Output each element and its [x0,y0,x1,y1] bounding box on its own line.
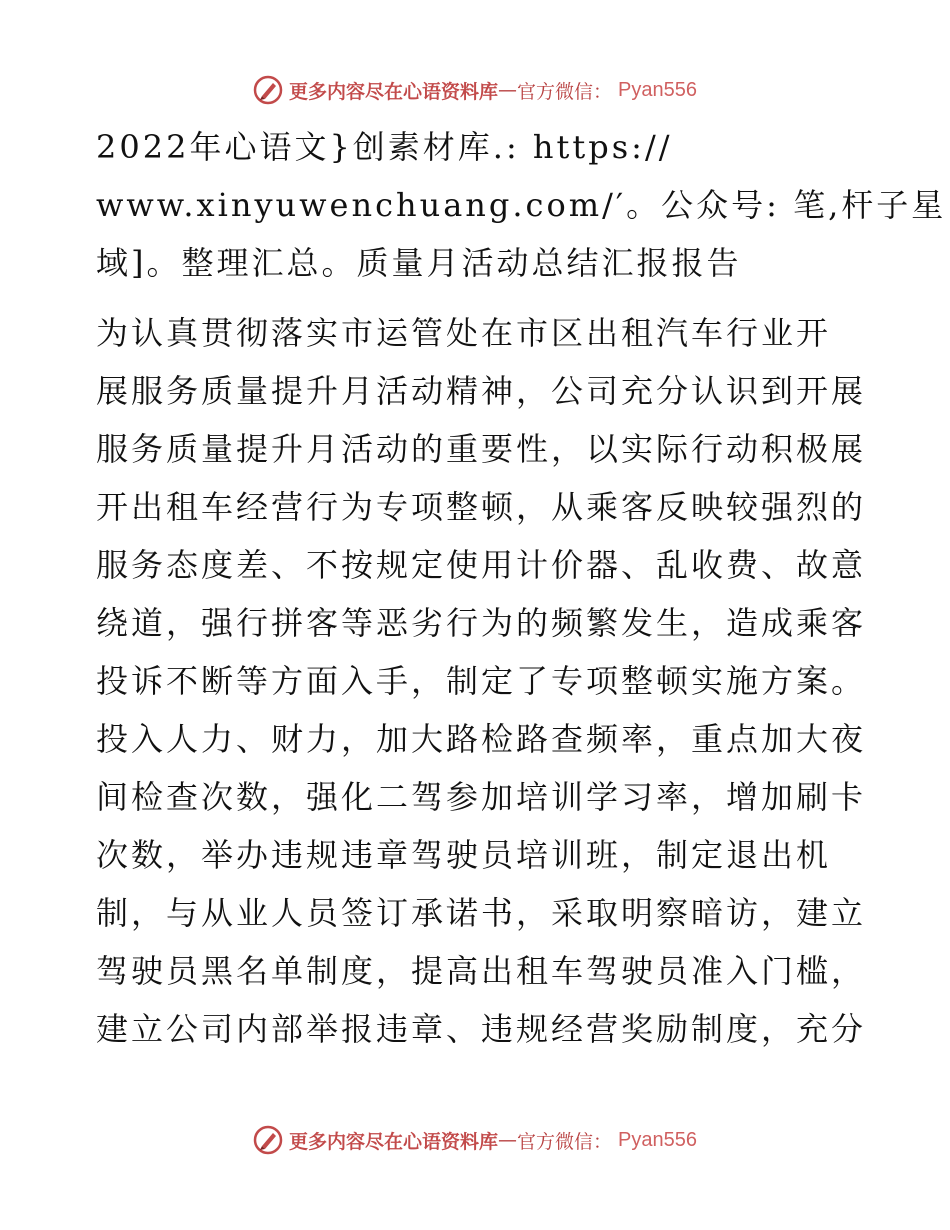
body-line: 驾驶员黑名单制度，提高出租车驾驶员准入门槛， [96,952,867,990]
footer-separator: — [498,1129,518,1151]
body-line: 开出租车经营行为专项整顿，从乘客反映较强烈的 [96,488,867,526]
document-content [96,118,947,1058]
body-line: 投诉不断等方面入手，制定了专项整顿实施方案。 [96,662,867,700]
body-line: 绕道，强行拼客等恶劣行为的频繁发生，造成乘客 [96,604,867,642]
title-line: www.xinyuwenchuang.com/′。公众号: 笔,杆子星 [96,186,947,224]
header-promo-text: 更多内容尽在心语资料库 [289,80,499,103]
document-title [96,118,947,292]
header-wechat-label: 官方微信： [517,80,613,103]
body-line: 建立公司内部举报违章、违规经营奖励制度，充分 [96,1010,867,1048]
footer-wechat-id: Pyan556 [618,1128,697,1151]
document-body [96,304,867,1058]
title-line: 域]。整理汇总。质量月活动总结汇报报告 [96,244,742,282]
footer-promo-text: 更多内容尽在心语资料库 [289,1130,499,1153]
body-line: 次数，举办违规违章驾驶员培训班，制定退出机 [96,836,832,874]
body-line: 服务态度差、不按规定使用计价器、乱收费、故意 [96,546,867,584]
header-banner [0,70,950,110]
title-line: 2022年心语文}创素材库.: https:// [96,128,673,166]
body-line: 制，与从业人员签订承诺书，采取明察暗访，建立 [96,894,867,932]
header-separator: — [498,79,518,101]
body-line: 为认真贯彻落实市运管处在市区出租汽车行业开 [96,314,832,352]
pen-logo-icon [253,1125,283,1155]
body-line: 服务质量提升月活动的重要性，以实际行动积极展 [96,430,867,468]
footer-banner [0,1120,950,1160]
footer-wechat-label: 官方微信： [517,1130,613,1153]
pen-logo-icon [253,75,283,105]
header-wechat-id: Pyan556 [618,78,697,101]
body-line: 展服务质量提升月活动精神，公司充分认识到开展 [96,372,867,410]
body-line: 投入人力、财力，加大路检路查频率，重点加大夜 [96,720,867,758]
body-line: 间检查次数，强化二驾参加培训学习率，增加刷卡 [96,778,867,816]
